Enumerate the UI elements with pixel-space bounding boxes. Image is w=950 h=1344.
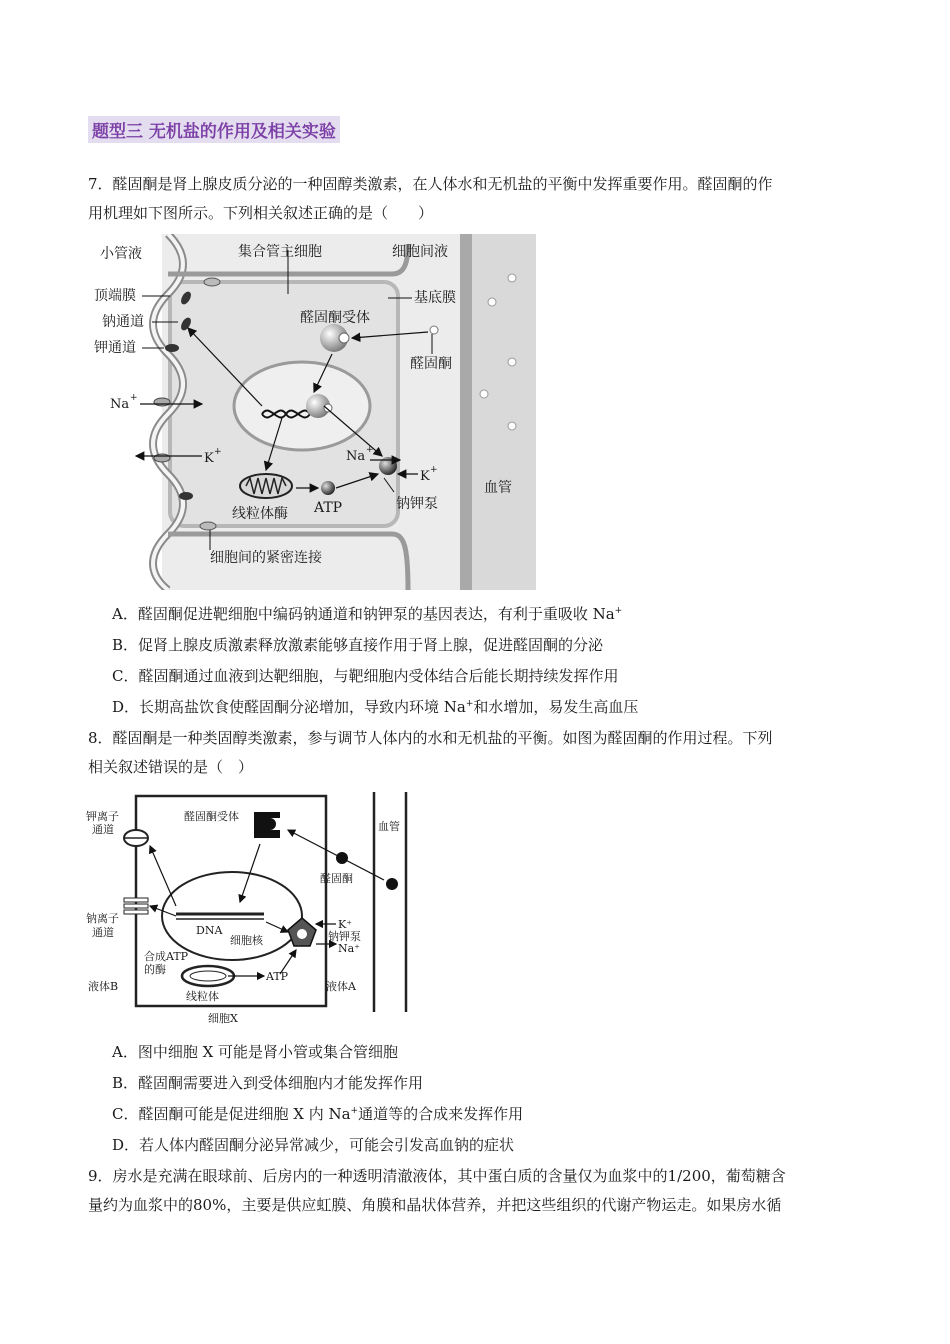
q9-stem-line1: 9．房水是充满在眼球前、后房内的一种透明清澈液体，其中蛋白质的含量仅为血浆中的1/200，葡萄糖含 xyxy=(88,1167,786,1185)
q7-stem-line2: 用机理如下图所示。下列相关叙述正确的是（ ） xyxy=(88,204,434,222)
q8-stem-line1: 8．醛固酮是一种类固醇类激素，参与调节人体内的水和无机盐的平衡。如图为醛固酮的作用过程。下列 xyxy=(88,729,773,747)
label-blood-vessel: 血管 xyxy=(484,480,512,496)
label-dna: DNA xyxy=(196,924,223,937)
label-mito: 线粒体 xyxy=(186,990,219,1003)
label-na-left-plus: + xyxy=(130,393,138,403)
label-nucleus: 细胞核 xyxy=(230,934,263,947)
label-na-channel-1: 钠离子 xyxy=(86,912,119,925)
q9-stem-line2: 量约为血浆中的80%，主要是供应虹膜、角膜和晶状体营养，并把这些组织的代谢产物运走。如果房水循 xyxy=(88,1196,782,1214)
q7-option-d[interactable]: D．长期高盐饮食使醛固酮分泌增加，导致内环境 Na+和水增加，易发生高血压 xyxy=(112,698,639,716)
label-k-left: K xyxy=(204,451,214,466)
label-atp-q8: ATP xyxy=(266,970,289,983)
q8-stem xyxy=(88,724,860,782)
label-k-channel-1: 钾离子 xyxy=(86,810,119,823)
label-fluid-a: 液体A xyxy=(326,980,356,993)
label-aldosterone-receptor: 醛固酮受体 xyxy=(300,310,370,326)
label-na-pump-plus: + xyxy=(366,445,374,455)
q8-option-d[interactable]: D．若人体内醛固酮分泌异常减少，可能会引发高血钠的症状 xyxy=(112,1136,515,1154)
section-title: 题型三 无机盐的作用及相关实验 xyxy=(88,116,340,143)
label-k-channel-2: 通道 xyxy=(92,823,114,836)
label-k-pump: K xyxy=(420,469,430,484)
label-pump: 钠钾泵 xyxy=(328,930,361,943)
label-aldosterone-q8: 醛固酮 xyxy=(320,872,353,885)
q8-option-c[interactable]: C．醛固酮可能是促进细胞 X 内 Na+通道等的合成来发挥作用 xyxy=(112,1105,524,1123)
q9-stem xyxy=(88,1162,860,1220)
q8-option-b[interactable]: B．醛固酮需要进入到受体细胞内才能发挥作用 xyxy=(112,1074,424,1092)
label-na-k-pump: 钠钾泵 xyxy=(396,496,438,512)
q8-stem-line2: 相关叙述错误的是（ ） xyxy=(88,758,254,776)
label-cell-x: 细胞X xyxy=(208,1012,238,1025)
label-atp-enzyme-1: 合成ATP xyxy=(144,950,189,963)
label-atp: ATP xyxy=(314,500,343,516)
q8-option-a[interactable]: A．图中细胞 X 可能是肾小管或集合管细胞 xyxy=(112,1043,399,1061)
q7-option-a[interactable]: A．醛固酮促进靶细胞中编码钠通道和钠钾泵的基因表达，有利于重吸收 Na+ xyxy=(112,605,623,623)
label-k-plus: K⁺ xyxy=(338,918,353,931)
label-tight-junction: 细胞间的紧密连接 xyxy=(210,550,322,566)
label-k-left-plus: + xyxy=(214,447,222,457)
label-atp-enzyme-2: 的酶 xyxy=(144,963,166,976)
label-mito-enzyme: 线粒体酶 xyxy=(232,506,288,522)
label-apical-membrane: 顶端膜 xyxy=(94,288,136,304)
label-interstitial-fluid: 细胞间液 xyxy=(392,244,448,260)
label-principal-cell: 集合管主细胞 xyxy=(238,244,322,260)
label-na-left: Na xyxy=(110,397,130,412)
q7-stem xyxy=(88,170,860,228)
label-na-channel-2: 通道 xyxy=(92,926,114,939)
label-potassium-channel: 钾通道 xyxy=(94,340,136,356)
label-na-plus: Na⁺ xyxy=(338,942,360,955)
q8-figure xyxy=(84,790,416,1034)
q7-figure xyxy=(92,234,536,594)
q7-option-b[interactable]: B．促肾上腺皮质激素释放激素能够直接作用于肾上腺，促进醛固酮的分泌 xyxy=(112,636,604,654)
label-fluid-b: 液体B xyxy=(88,980,119,993)
label-tubule-fluid: 小管液 xyxy=(100,246,142,262)
label-basement-membrane: 基底膜 xyxy=(414,290,456,306)
label-na-pump: Na xyxy=(346,449,366,464)
label-sodium-channel: 钠通道 xyxy=(102,314,144,330)
label-blood-vessel-q8: 血管 xyxy=(378,820,400,833)
q7-stem-line1: 7．醛固酮是肾上腺皮质分泌的一种固醇类激素，在人体水和无机盐的平衡中发挥重要作用。醛固酮的作 xyxy=(88,175,773,193)
q7-option-c[interactable]: C．醛固酮通过血液到达靶细胞，与靶细胞内受体结合后能长期持续发挥作用 xyxy=(112,667,619,685)
label-aldosterone: 醛固酮 xyxy=(410,356,452,372)
label-k-pump-plus: + xyxy=(430,465,438,475)
label-receptor: 醛固酮受体 xyxy=(184,810,239,823)
